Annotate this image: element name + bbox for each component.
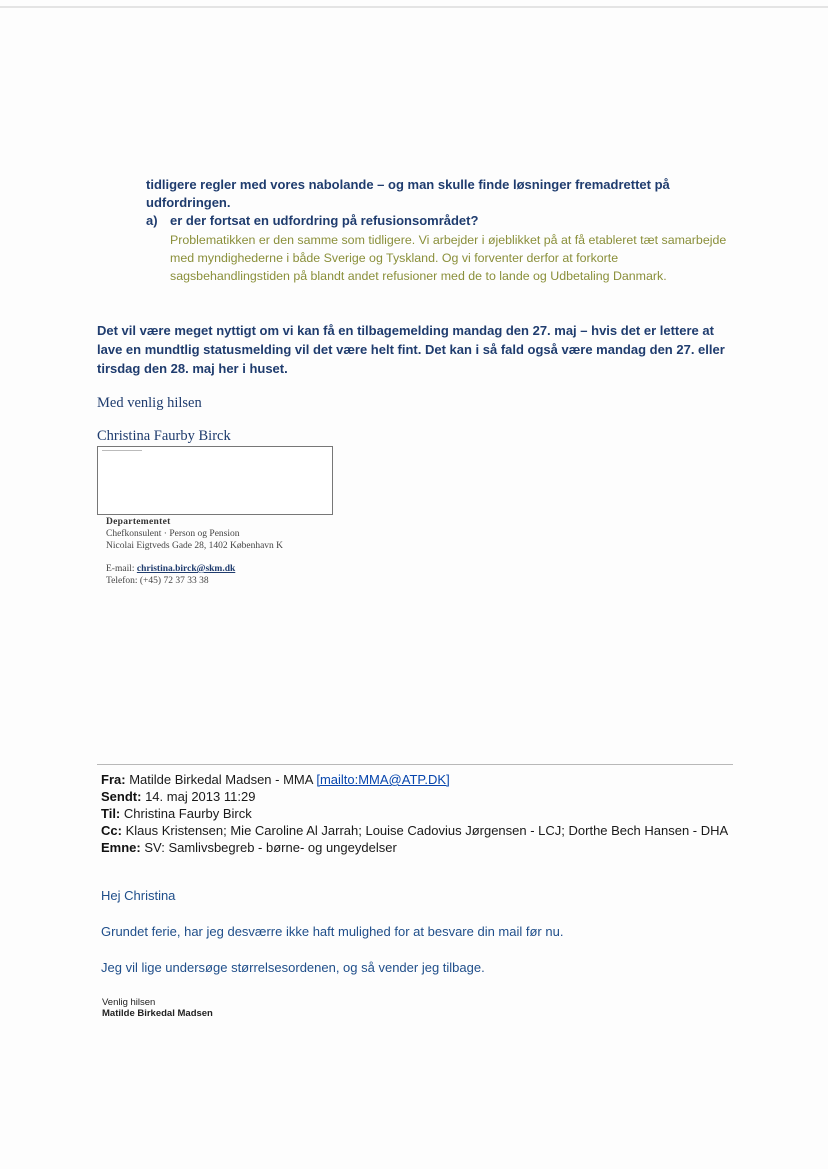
- from-label: Fra:: [101, 772, 126, 787]
- subject-value: SV: Samlivsbegreb - børne- og ungeydelser: [144, 840, 397, 855]
- question-text: er der fortsat en udfordring på refusionsområdet?: [170, 213, 479, 228]
- cc-row: [101, 822, 731, 839]
- phone-label: Telefon:: [106, 576, 138, 586]
- email-link[interactable]: christina.birck@skm.dk: [136, 564, 236, 574]
- closing-text: Venlig hilsen: [102, 997, 156, 1008]
- logo-placeholder-mark: [102, 450, 142, 451]
- greeting: Med venlig hilsen: [97, 395, 202, 411]
- top-edge-line: [0, 6, 828, 8]
- to-row: [101, 805, 731, 822]
- phone-value: (+45) 72 37 33 38: [139, 576, 209, 586]
- signature-phone-row: [106, 575, 283, 587]
- message-salutation: Hej Christina: [101, 888, 176, 903]
- paragraph-1: tidligere regler med vores nabolande – og man skulle finde løsninger fremadrettet på udfordringen.: [146, 177, 670, 210]
- subject-row: [101, 839, 731, 856]
- message-line-2: Jeg vil lige undersøge størrelsesordenen, og så vender jeg tilbage.: [101, 960, 485, 975]
- signature-block: [106, 516, 283, 587]
- signature-title: Chefkonsulent · Person og Pension: [106, 529, 240, 539]
- from-value: Matilde Birkedal Madsen - MMA: [129, 772, 313, 787]
- signature-department: Departementet: [106, 517, 171, 527]
- from-mailto-link[interactable]: [mailto:MMA@ATP.DK]: [316, 772, 450, 787]
- sent-row: [101, 788, 731, 805]
- to-label: Til:: [101, 806, 121, 821]
- email-header: [101, 771, 731, 856]
- from-row: [101, 771, 731, 788]
- subject-label: Emne:: [101, 840, 141, 855]
- message-line-1: Grundet ferie, har jeg desværre ikke haft mulighed for at besvare din mail før nu.: [101, 924, 564, 939]
- sent-value: 14. maj 2013 11:29: [145, 789, 256, 804]
- cc-value: Klaus Kristensen; Mie Caroline Al Jarrah; Louise Cadovius Jørgensen - LCJ; Dorthe Bech Hansen - DHA: [125, 823, 729, 838]
- answer-text: Problematikken er den samme som tidligere. Vi arbejder i øjeblikket på at få etableret tæt samarbejde med myndighederne i både Sverige og Tyskland. Og vi forventer derfor at forkorte sagsbehandlingstiden på blandt andet refusioner med de to lande og Udbetaling Danmark.: [170, 233, 727, 283]
- signature-logo-box: [97, 446, 333, 515]
- signature-email-row: [106, 563, 283, 575]
- question-letter: a): [146, 213, 158, 228]
- cc-label: Cc:: [101, 823, 122, 838]
- sent-label: Sendt:: [101, 789, 142, 804]
- paragraph-2: Det vil være meget nyttigt om vi kan få en tilbagemelding mandag den 27. maj – hvis det er lettere at lave en mundtlig statusmelding vil det være helt fint. Det kan i så fald også være mandag den 27. eller tirsdag den 28. maj her i huset.: [97, 323, 725, 376]
- closing-name: Matilde Birkedal Madsen: [102, 1008, 213, 1019]
- email-separator: [97, 764, 733, 765]
- to-value: Christina Faurby Birck: [123, 806, 252, 821]
- signer-name: Christina Faurby Birck: [97, 428, 231, 444]
- signature-address: Nicolai Eigtveds Gade 28, 1402 København K: [106, 541, 284, 551]
- email-label: E-mail:: [106, 564, 135, 574]
- message-closing: [102, 997, 213, 1019]
